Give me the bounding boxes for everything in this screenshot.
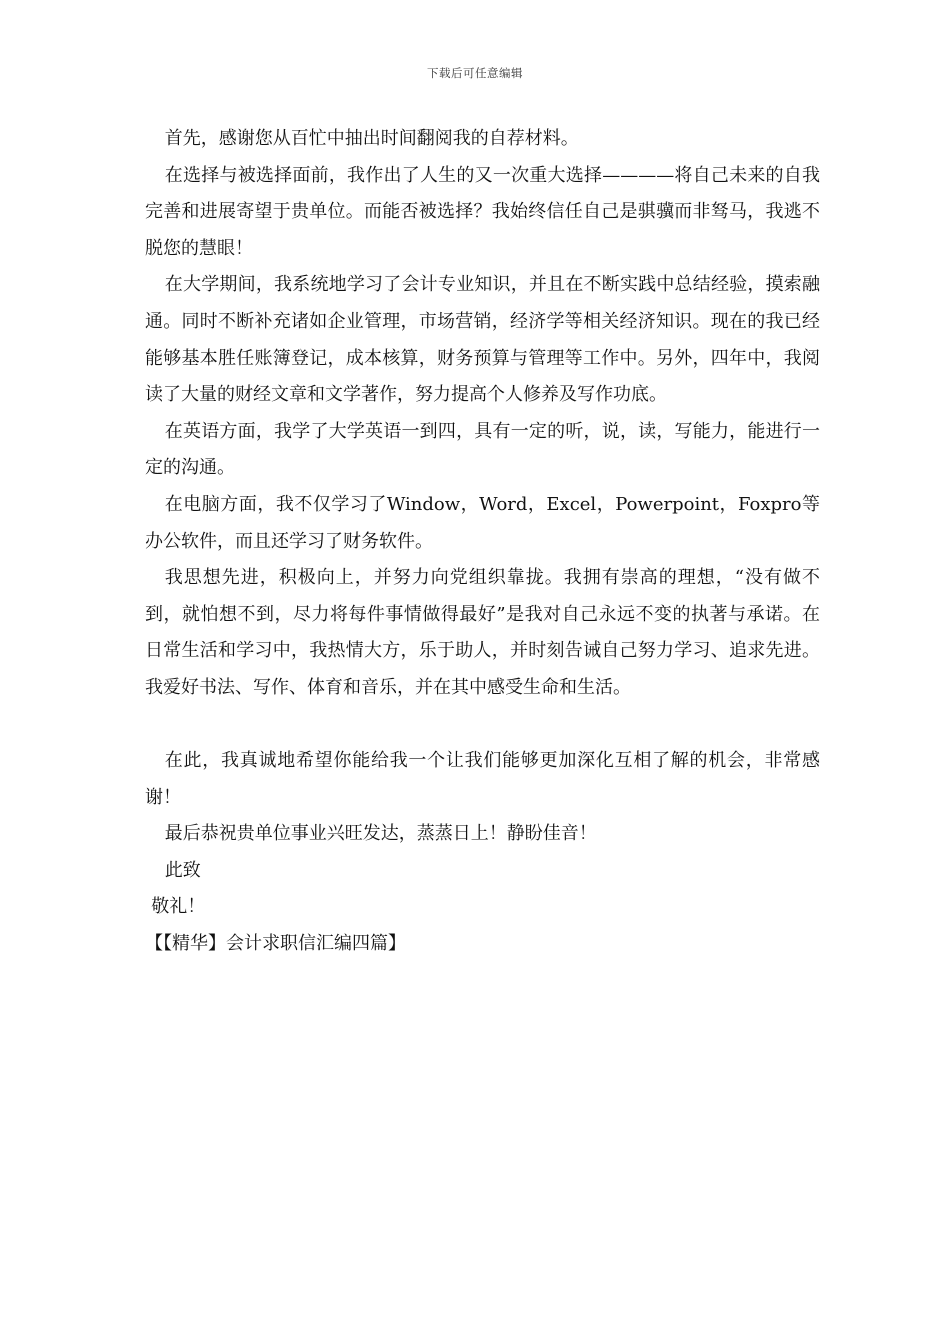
- closing-line: 此致: [164, 859, 201, 881]
- paragraph-hope: 在此，我真诚地希望你能给我一个让我们能够更加深化互相了解的机会，非常感谢！: [145, 750, 820, 808]
- closing-salute: 敬礼！: [151, 896, 206, 918]
- paragraph-university: 在大学期间，我系统地学习了会计专业知识，并且在不断实践中总结经验，摸索融通。同时不断补充诸如企业管理，市场营销，经济学等相关经济知识。现在的我已经能够基本胜任账簿登记，成本核算，财务预算与管理等工作中。另外，四年中，我阅读了大量的财经文章和文学著作，努力提高个人修养及写作功底。: [145, 274, 820, 406]
- paragraph-english: 在英语方面，我学了大学英语一到四，具有一定的听，说，读，写能力，能进行一定的沟通。: [145, 420, 820, 479]
- blank-line: [145, 707, 820, 744]
- paragraph-opening: 首先，感谢您从百忙中抽出时间翻阅我的自荐材料。: [164, 128, 579, 149]
- paragraph-wishes: 最后恭祝贵单位事业兴旺发达，蒸蒸日上！静盼佳音！: [164, 823, 597, 845]
- paragraph-computer: 在电脑方面，我不仅学习了Window，Word，Excel，Powerpoint，Foxpro等办公软件，而且还学习了财务软件。: [145, 493, 820, 552]
- paragraph-character: 我思想先进，积极向上，并努力向党组织靠拢。我拥有崇高的理想，“没有做不到，就怕想不到，尽力将每件事情做得最好”是我对自己永远不变的执著与承诺。在日常生活和学习中，我热情大方，乐于助人，并时刻告诫自己努力学习、追求先进。我爱好书法、写作、体育和音乐，并在其中感受生命和生活。: [145, 567, 820, 698]
- document-title: 【【精华】会计求职信汇编四篇】: [145, 933, 406, 955]
- page-header: 下载后可任意编辑: [427, 66, 523, 80]
- letter-body: [145, 121, 820, 963]
- paragraph-choice: 在选择与被选择面前，我作出了人生的又一次重大选择————将自己未来的自我完善和进展寄望于贵单位。而能否被选择？我始终信任自己是骐骥而非驽马，我逃不脱您的慧眼！: [145, 164, 820, 259]
